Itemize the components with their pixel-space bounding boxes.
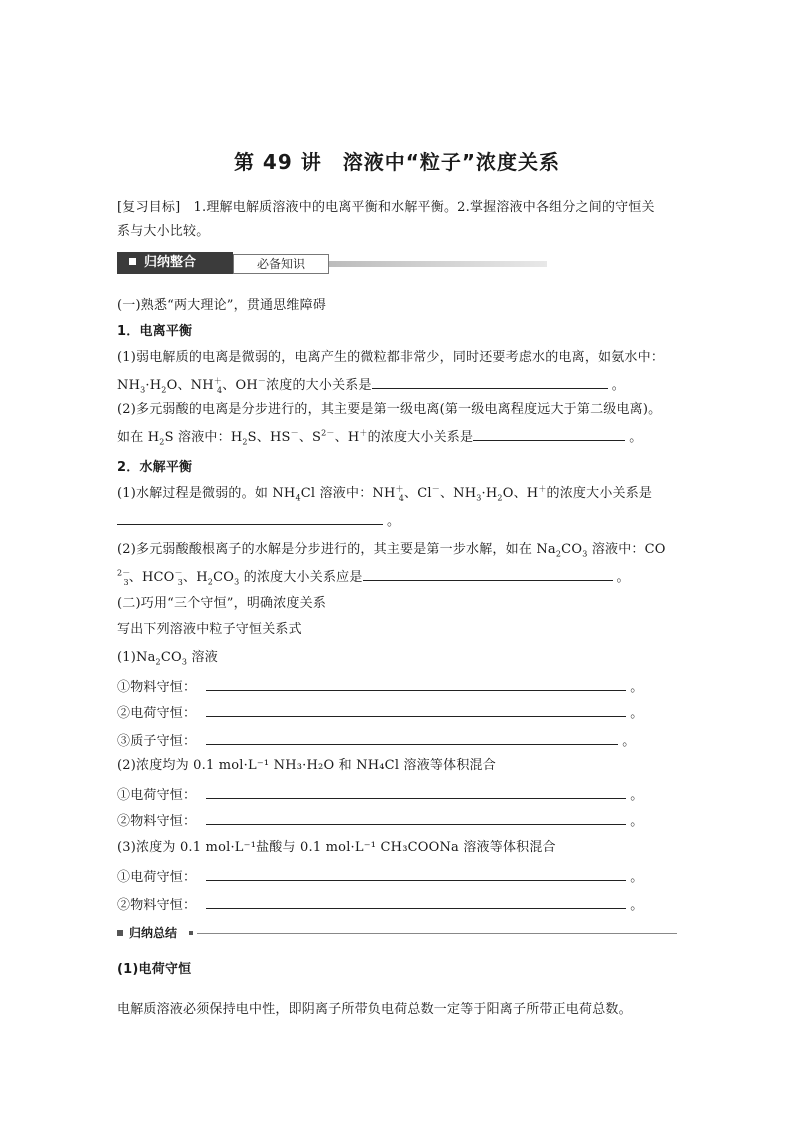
- answer-blank[interactable]: [206, 894, 626, 909]
- species-text: $NH_3\cdot H_2O$、$NH^+_4$、OH－浓度的大小关系是: [117, 376, 372, 395]
- answer-blank[interactable]: [206, 866, 626, 881]
- section2-heading: (二)巧用“三个守恒”，明确浓度关系: [117, 596, 327, 611]
- case3-heading: (3)浓度为 0.1 mol·L⁻¹盐酸与 0.1 mol·L⁻¹ CH₃COONa 溶液等体积混合: [117, 840, 556, 855]
- page-title: 第 49 讲 溶液中“粒子”浓度关系: [233, 150, 561, 174]
- species-text: $^{2-}_3$、$HCO^-_3$、$H_2CO_3$ 的浓度大小关系应是: [117, 568, 363, 587]
- ionization-item2-line2: [117, 426, 642, 448]
- ionization-heading: 1．电离平衡: [117, 324, 193, 339]
- answer-blank[interactable]: [372, 374, 608, 389]
- material-label: ①物料守恒：: [117, 680, 197, 695]
- square-icon: [129, 258, 136, 265]
- hydrolysis-heading: 2．水解平衡: [117, 460, 193, 475]
- answer-blank[interactable]: [363, 566, 613, 581]
- banner-sub-label: 必备知识: [233, 254, 329, 274]
- hydrolysis-item1-line1: (1)水解过程是微弱的。如 $NH_4Cl$ 溶液中：$NH^+_4$、Cl－、$NH_3\cdot H_2O$、H＋的浓度大小关系是: [117, 484, 653, 503]
- summary-text: 电解质溶液必须保持电中性，即阴离子所带负电荷总数一定等于阳离子所带正电荷总数。: [117, 1002, 632, 1017]
- hydrolysis-item1-line2: [117, 510, 400, 532]
- hydrolysis-item2-line1: (2)多元弱酸酸根离子的水解是分步进行的，其主要是第一步水解，如在 $Na_2CO_3$ 溶液中：CO: [117, 542, 666, 559]
- material-label: ②物料守恒：: [117, 898, 197, 913]
- answer-blank[interactable]: [206, 676, 626, 691]
- banner-main-label: 归纳整合: [144, 255, 197, 270]
- charge-label: ①电荷守恒：: [117, 870, 197, 885]
- period: 。: [630, 814, 644, 829]
- section1-heading: (一)熟悉“两大理论”，贯通思维障碍: [117, 298, 327, 313]
- ionization-item1-line2: [117, 374, 625, 396]
- answer-blank[interactable]: [473, 426, 625, 441]
- ionization-item1-line1: (1)弱电解质的电离是微弱的，电离产生的微粒都非常少，同时还要考虑水的电离，如氨水中：: [117, 350, 665, 365]
- period: 。: [629, 430, 643, 445]
- review-goal-line2: 系与大小比较。: [117, 224, 210, 239]
- period: 。: [622, 734, 636, 749]
- review-goal-text: 1.理解电解质溶液中的电离平衡和水解平衡。2.掌握溶液中各组分之间的守恒关: [180, 200, 655, 215]
- case2-heading: (2)浓度均为 0.1 mol·L⁻¹ NH₃·H₂O 和 NH₄Cl 溶液等体积混合: [117, 758, 496, 773]
- case2-material-line: [117, 810, 643, 832]
- period: 。: [630, 788, 644, 803]
- period: 。: [630, 680, 644, 695]
- case1-heading: $(1)Na_2CO_3$ 溶液: [117, 650, 218, 667]
- banner-main: [117, 252, 233, 274]
- case3-material-line: [117, 894, 643, 916]
- answer-blank[interactable]: [117, 510, 383, 525]
- period: 。: [387, 514, 401, 529]
- banner-fade-bar: [329, 261, 547, 267]
- answer-blank[interactable]: [206, 702, 626, 717]
- summary-subheading: (1)电荷守恒: [117, 962, 192, 977]
- summary-divider: [117, 924, 677, 942]
- divider-rule: [197, 933, 677, 934]
- period: 。: [630, 706, 644, 721]
- answer-blank[interactable]: [206, 810, 626, 825]
- case2-charge-line: [117, 784, 643, 806]
- period: 。: [611, 378, 625, 393]
- period: 。: [630, 870, 644, 885]
- proton-label: ③质子守恒：: [117, 734, 197, 749]
- charge-label: ①电荷守恒：: [117, 788, 197, 803]
- species-text: 如在 $H_2S$ 溶液中：$H_2S$、HS－、$S^{2-}$、H＋的浓度大小关系是: [117, 428, 474, 447]
- case1-charge-line: [117, 702, 643, 724]
- summary-label: 归纳总结: [129, 926, 178, 940]
- section-banner: [117, 252, 430, 274]
- hydrolysis-item2-line2: [117, 566, 630, 588]
- square-icon: [189, 931, 193, 935]
- answer-blank[interactable]: [206, 784, 626, 799]
- review-goal-label: [复习目标]: [117, 200, 181, 215]
- ionization-item2-line1: (2)多元弱酸的电离是分步进行的，其主要是第一级电离(第一级电离程度远大于第二级电离)。: [117, 402, 662, 417]
- period: 。: [616, 570, 630, 585]
- period: 。: [630, 898, 644, 913]
- review-goal-line1: [117, 198, 655, 218]
- material-label: ②物料守恒：: [117, 814, 197, 829]
- answer-blank[interactable]: [206, 730, 618, 745]
- charge-label: ②电荷守恒：: [117, 706, 197, 721]
- case3-charge-line: [117, 866, 643, 888]
- case1-proton-line: [117, 730, 635, 752]
- section2-intro: 写出下列溶液中粒子守恒关系式: [117, 622, 302, 637]
- square-icon: [117, 930, 123, 936]
- case1-material-line: [117, 676, 643, 698]
